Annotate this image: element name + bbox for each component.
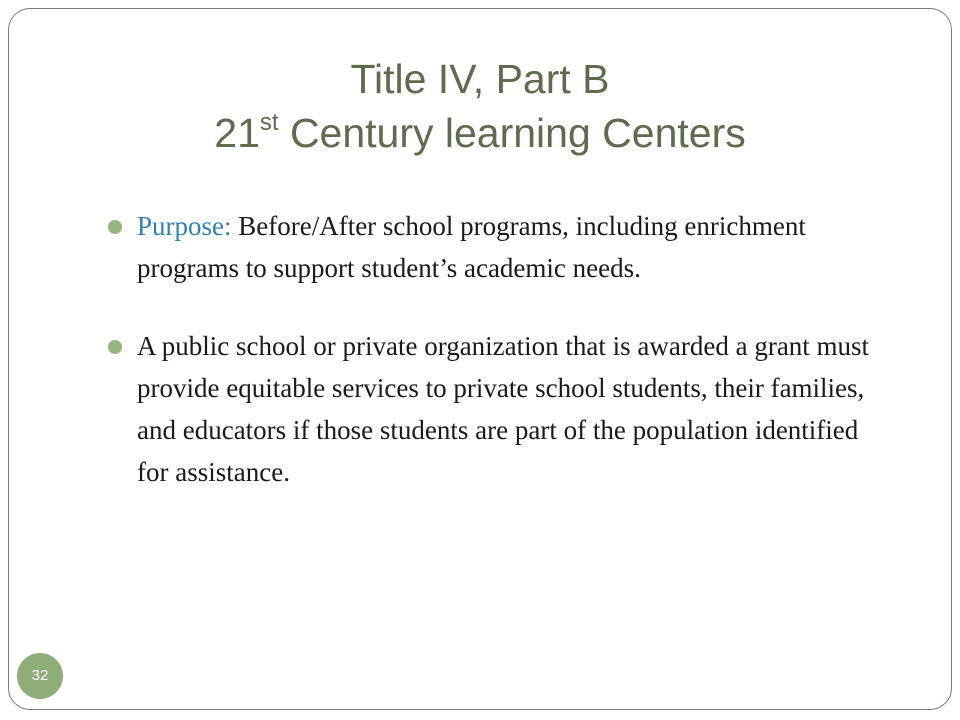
bullet-text: A public school or private organization that is awarded a grant must provide equitable services to private school students, their families, and educators if those students are part of the population identified for assistance. <box>137 331 870 487</box>
page-number-badge: 32 <box>17 653 63 699</box>
bullet-icon <box>108 340 122 354</box>
bullet-list <box>104 205 894 493</box>
slide-title <box>40 52 920 160</box>
bullet-text: Before/After school programs, including enrichment programs to support student’s academic needs. <box>137 211 806 283</box>
title-superscript: st <box>259 109 279 137</box>
title-line-2-number: 21 <box>214 110 260 156</box>
bullet-item-equitable-services <box>104 325 894 493</box>
title-line-2-text: Century learning Centers <box>278 110 746 156</box>
bullet-label: Purpose: <box>137 211 232 241</box>
title-line-1: Title IV, Part B <box>350 56 610 102</box>
title-line-2 <box>40 106 920 160</box>
bullet-icon <box>108 220 122 234</box>
bullet-item-purpose <box>104 205 894 289</box>
